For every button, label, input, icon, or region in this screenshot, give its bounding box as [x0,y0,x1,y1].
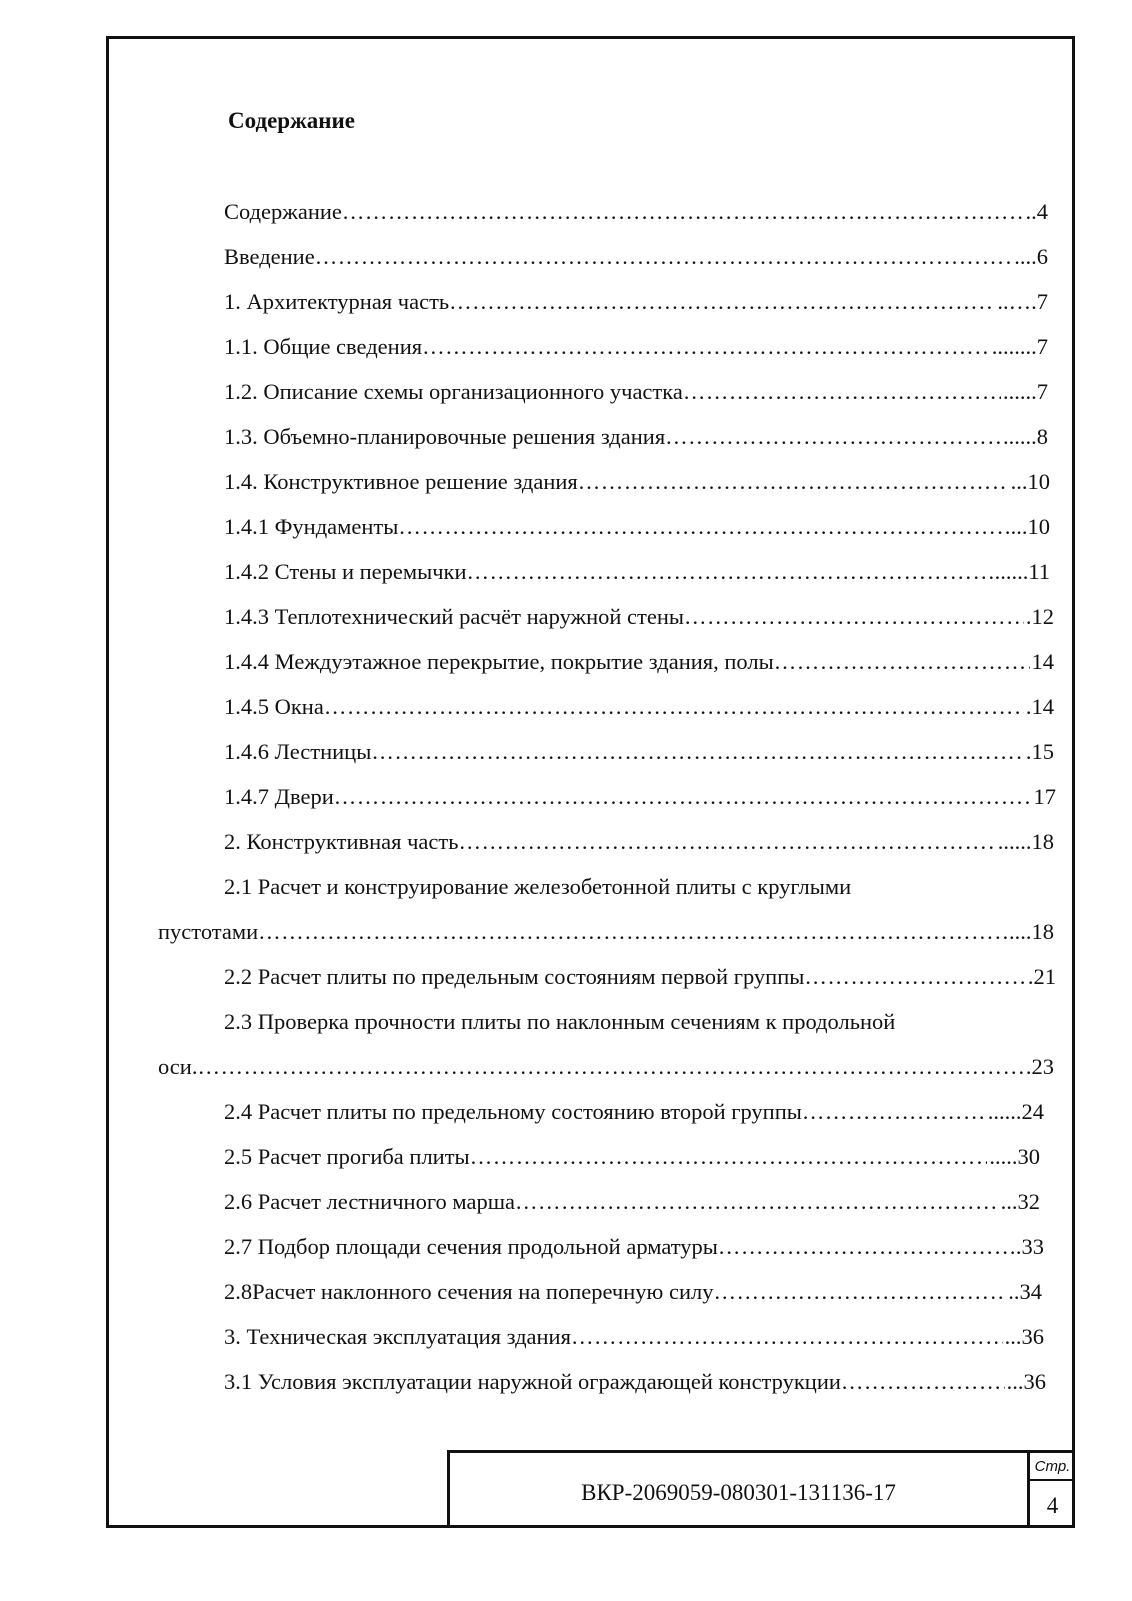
toc-entry [224,781,1056,813]
toc-entry [224,1006,1054,1038]
toc-entry-page: .14 [1025,694,1054,719]
toc-leader [841,1366,1005,1398]
toc-entry [224,736,1054,768]
toc-entry [224,1366,1046,1398]
toc-entry [224,961,1056,993]
toc-entry-label: 1.4. Конструктивное решение здания [224,469,578,494]
toc-entry-label: Содержание [224,199,342,224]
toc-leader [683,376,1001,408]
toc-leader [470,1141,988,1173]
toc-leader [197,1051,1023,1083]
toc-entry [224,1186,1040,1218]
toc-entry [158,916,1054,948]
toc-entry-page: ...10 [1010,469,1050,494]
toc-entry [224,286,1048,318]
toc-entry-page: ........7 [991,334,1048,359]
toc-entry-page: .33 [1015,1234,1044,1259]
page-number: 4 [1046,1493,1059,1518]
toc-entry [224,556,1050,588]
page-label: Стр. [1030,1453,1075,1481]
toc-entry-label: 1.4.2 Стены и перемычки [224,559,467,584]
toc-entry [224,601,1054,633]
toc-entry [224,376,1048,408]
toc-leader [802,1096,986,1128]
toc-entry-label: 1.1. Общие сведения [224,334,423,359]
toc-entry-label: 3. Техническая эксплуатация здания [224,1324,571,1349]
toc-entry-page: .21 [1027,964,1056,989]
toc-leader [684,601,1024,633]
toc-leader [449,286,995,318]
toc-entry-label: оси. [158,1054,198,1079]
toc-leader [467,556,993,588]
toc-entry-label: пустотами [158,919,259,944]
toc-leader [342,196,1024,228]
toc-entry-label: 2.4 Расчет плиты по предельному состоянию второй группы [224,1099,802,1124]
toc-entry [224,421,1048,453]
toc-leader [665,421,1001,453]
toc-entry [224,691,1054,723]
toc-entry-label: 2.7 Подбор площади сечения продольной арматуры [224,1234,718,1259]
toc-entry-label: 1.2. Описание схемы организационного участка [224,379,683,404]
toc-entry-page: ......8 [1003,424,1048,449]
toc-leader [422,331,990,363]
toc-entry-page: .23 [1025,1054,1054,1079]
toc-entry-label: 2.8Расчет наклонного сечения на поперечную силу [224,1279,714,1304]
toc-leader [718,1231,1014,1263]
toc-leader [398,511,1008,543]
toc-leader [459,826,996,858]
toc-entry [224,646,1054,678]
toc-entry-label: 2.1 Расчет и конструирование железобетонной плиты с круглыми [224,874,852,899]
toc-entry-label: 1.4.7 Двери [224,784,334,809]
toc-leader [578,466,1009,498]
toc-entry [158,1051,1054,1083]
toc-entry-page: ...10 [1010,514,1050,539]
toc-entry-page: .....30 [989,1144,1040,1169]
toc-entry-label: 2.3 Проверка прочности плиты по наклонным сечениям к продольной [224,1009,896,1034]
toc-entry [224,826,1054,858]
toc-entry-page: ......24 [987,1099,1044,1124]
toc-entry-label: 2.6 Расчет лестничного марша [224,1189,516,1214]
toc-entry-page: ..34 [1008,1279,1042,1304]
toc-entry-page: ....18 [1009,919,1054,944]
toc-leader [774,646,1030,678]
toc-entry [224,1096,1044,1128]
document-code: ВКР-2069059-080301-131136-17 [581,1480,896,1505]
toc-leader [713,1276,1006,1308]
toc-entry-page: ....6 [1014,244,1048,269]
toc-entry-page: ...36 [1004,1324,1044,1349]
toc-entry [224,1231,1044,1263]
toc-entry [224,1276,1042,1308]
toc-leader [804,961,1026,993]
toc-entry-page: 14 [1031,649,1054,674]
toc-entry [224,241,1048,273]
toc-entry-label: 2.5 Расчет прогиба плиты [224,1144,470,1169]
toc-entry [224,331,1048,363]
contents-heading: Содержание [228,108,355,133]
title-block [447,1450,1075,1528]
toc-entry-label: 1.4.3 Теплотехнический расчёт наружной стены [224,604,684,629]
toc-entry-label: 1. Архитектурная часть [224,289,450,314]
toc-entry-page: .15 [1025,739,1054,764]
toc-entry-page: ...36 [1006,1369,1046,1394]
toc-entry-label: 2.2 Расчет плиты по предельным состояниям первой группы [224,964,805,989]
toc-entry-label: 1.4.6 Лестницы [224,739,372,764]
toc-entry-label: 1.4.5 Окна [224,694,324,719]
toc-entry [224,196,1048,228]
toc-entry-page: ..4 [1025,199,1048,224]
toc-entry-page: .12 [1025,604,1054,629]
toc-entry-page: ......11 [994,559,1050,584]
toc-entry [224,511,1050,543]
toc-entry [224,466,1050,498]
toc-entry-label: 3.1 Условия эксплуатации наружной ограждающей конструкции [224,1369,841,1394]
toc-leader [324,691,1024,723]
toc-entry-label: 1.3. Объемно-планировочные решения здания [224,424,666,449]
toc-leader [571,1321,1003,1353]
toc-entry [224,1321,1044,1353]
toc-entry-page: 17 [1033,784,1056,809]
toc-leader [334,781,1032,813]
toc-leader [515,1186,999,1218]
toc-entry [224,871,1054,903]
toc-entry-page: ......18 [997,829,1054,854]
toc-entry-page: ..….7 [997,289,1048,314]
toc-entry-page: ...32 [1000,1189,1040,1214]
toc-leader [258,916,1007,948]
toc-entry [224,1141,1040,1173]
toc-entry-label: Введение [224,244,315,269]
toc-entry-page: ......7 [1003,379,1048,404]
page-cell [1027,1453,1075,1528]
toc-entry-label: 1.4.1 Фундаменты [224,514,399,539]
toc-entry-label: 2. Конструктивная часть [224,829,459,854]
toc-leader [315,241,1013,273]
toc-leader [371,736,1024,768]
toc-entry-label: 1.4.4 Междуэтажное перекрытие, покрытие здания, полы [224,649,774,674]
